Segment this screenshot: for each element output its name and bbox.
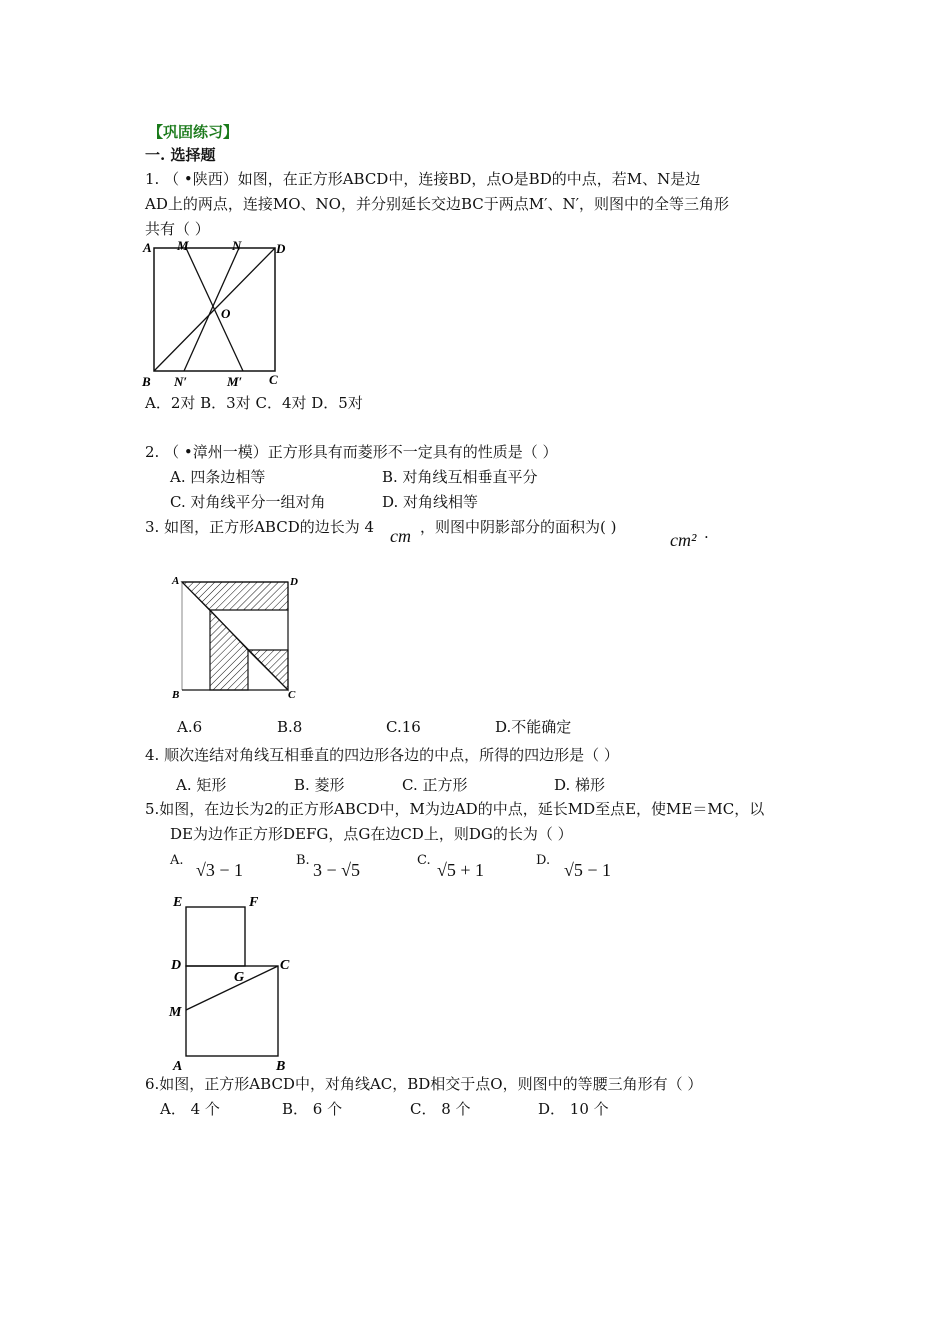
q5-label-m: M [169,1005,182,1020]
q1-label-m: M [177,238,189,253]
q5-label-g: G [234,970,245,985]
q3-option-a: A.6 [177,718,203,736]
q1-label-n: N [232,238,242,253]
q1-line2: AD上的两点，连接MO、NO，并分别延长交边BC于两点M′、N′，则图中的全等三角形 [145,195,730,213]
q5-line1: 5.如图，在边长为2的正方形ABCD中，M为边AD的中点，延长MD至点E，使ME＝MC，以 [145,800,765,818]
q3-option-b: B.8 [277,718,303,736]
q1-line1: 1. （ •陕西）如图，在正方形ABCD中，连接BD，点O是BD的中点，若M、N是边 [145,170,701,188]
q3-shade-left [210,610,248,690]
q5-label-a: A [173,1059,183,1074]
q3-period: . [704,524,709,542]
q5-label-f: F [249,895,259,910]
q5-square-abcd [186,966,278,1056]
q1-label-m-prime: M′ [227,374,243,389]
q1-figure [140,236,290,392]
q1-label-b: B [142,374,151,389]
q1-line3: 共有（ ） [145,220,210,238]
q5-option-c-value: √5 + 1 [437,860,485,880]
q5-label-d: D [171,958,182,973]
q3-figure [168,572,308,704]
q4-option-a: A. 矩形 [176,776,227,794]
q3-text-a: 3. 如图，正方形ABCD的边长为 4 [145,518,375,536]
q3-shade-top [182,582,288,610]
q3-label-d: D [290,576,298,588]
q5-option-b-value: 3 − √5 [313,860,361,880]
q4-option-b: B. 菱形 [294,776,345,794]
q5-square-defg [186,907,245,966]
q2-option-d: D. 对角线相等 [382,493,479,511]
q5-option-d-value: √5 − 1 [564,860,612,880]
q1-label-o: O [221,306,231,321]
q1-label-n-prime: N′ [174,374,188,389]
q3-label-b: B [172,689,180,701]
q4-text: 4. 顺次连结对角线互相垂直的四边形各边的中点，所得的四边形是（ ） [145,746,619,764]
q6-option-a: A． 4 个 [160,1100,220,1118]
q6-option-b: B． 6 个 [282,1100,343,1118]
q5-option-c-label: C. [417,853,431,868]
q5-option-b-label: B. [296,853,310,868]
q5-label-e: E [173,895,183,910]
q5-option-a-label: A. [170,853,184,868]
q3-unit-cm: cm [390,526,411,546]
q4-option-d: D. 梯形 [554,776,606,794]
q6-option-c: C． 8 个 [410,1100,471,1118]
q4-option-c: C. 正方形 [402,776,468,794]
q3-label-a: A [172,575,180,587]
q3-option-c: C.16 [386,718,421,736]
q2-option-b: B. 对角线互相垂直平分 [382,468,538,486]
q5-label-c: C [280,958,290,973]
q3-label-c: C [288,689,296,701]
q5-line-mc [186,966,278,1010]
q1-label-d: D [276,241,286,256]
q5-line2: DE为边作正方形DEFG，点G在边CD上，则DG的长为（ ） [170,825,573,843]
q2-option-c: C. 对角线平分一组对角 [170,493,326,511]
q6-text: 6.如图，正方形ABCD中，对角线AC，BD相交于点O，则图中的等腰三角形有（ ） [145,1075,703,1093]
q3-option-d: D.不能确定 [495,718,572,736]
q1-options: A．2对 B．3对 C．4对 D．5对 [145,394,363,412]
q5-figure [165,890,305,1074]
q1-line-mm [186,248,243,371]
q6-option-d: D． 10 个 [538,1100,609,1118]
q3-text-b: ，则图中阴影部分的面积为( ) [420,518,617,536]
section-heading: 一. 选择题 [145,146,216,164]
q2-option-a: A. 四条边相等 [170,468,266,486]
q1-line-nn [184,248,239,371]
q5-label-b: B [276,1059,286,1074]
section-title: 【巩固练习】 [148,123,239,141]
q1-label-c: C [269,372,278,387]
q5-option-a-value: √3 − 1 [196,860,244,880]
q2-text: 2. （ •漳州一模）正方形具有而菱形不一定具有的性质是（ ） [145,443,558,461]
q1-label-a: A [143,240,152,255]
q5-option-d-label: D. [536,853,551,868]
q3-unit-cm2: cm² [670,530,697,550]
